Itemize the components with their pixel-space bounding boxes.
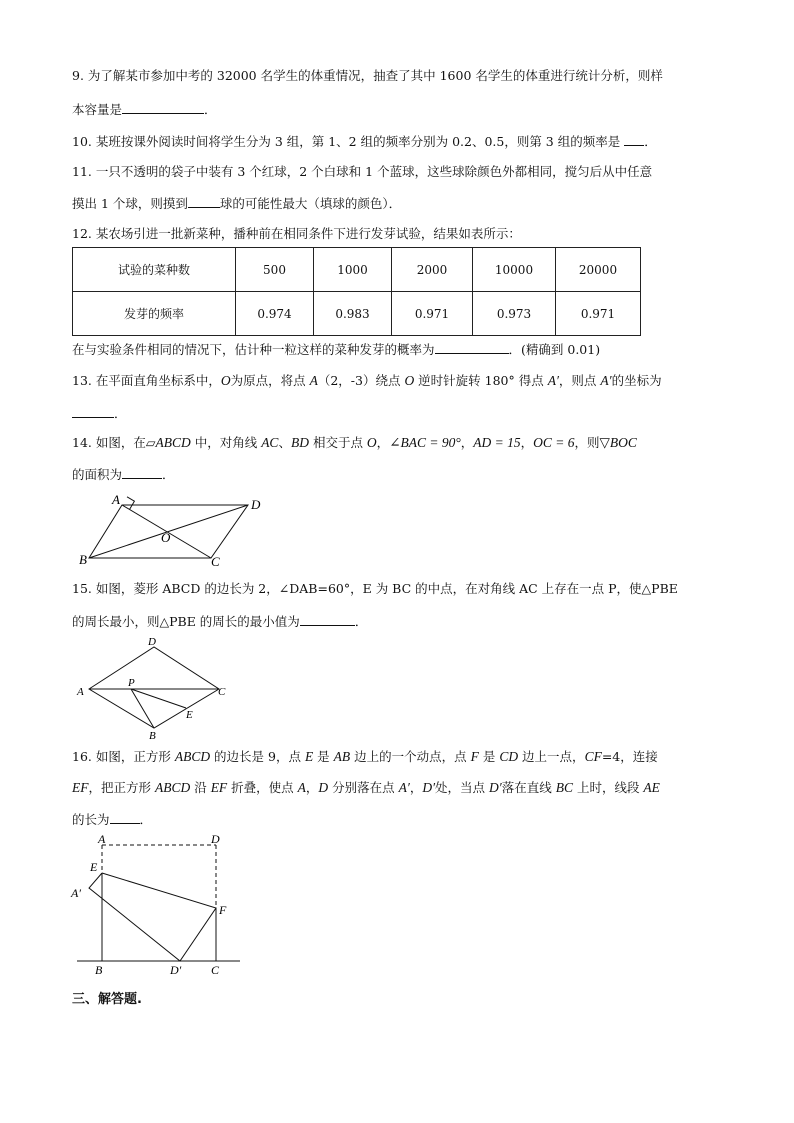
- folded-quadrilateral: [89, 873, 216, 961]
- table-cell: 0.971: [392, 292, 473, 336]
- q13-line1: 13. 在平面直角坐标系中，O为原点，将点 A（2，-3）绕点 O 逆时针旋转 180° 得点 A′，则点 A′的坐标为: [72, 373, 662, 388]
- q14-answer-blank[interactable]: [122, 465, 162, 479]
- table-cell: 500: [236, 248, 314, 292]
- q16-answer-blank[interactable]: [110, 810, 140, 824]
- label-p: P: [128, 677, 135, 689]
- segment-pe: [131, 689, 186, 708]
- table-cell: 20000: [556, 248, 641, 292]
- q9-answer-blank[interactable]: [122, 100, 204, 114]
- label-d-prime: D′: [170, 963, 182, 977]
- table-cell: 10000: [473, 248, 556, 292]
- label-e: E: [186, 709, 193, 721]
- table-row: [73, 248, 641, 292]
- label-a: A: [112, 492, 120, 507]
- table-cell: 0.983: [314, 292, 392, 336]
- q11-line2: 摸出 1 个球，则摸到 球的可能性最大（填球的颜色）．: [72, 196, 402, 211]
- q13-answer-blank[interactable]: [72, 404, 114, 418]
- q14-line2: 的面积为 ．: [72, 467, 175, 482]
- q10-line: 10. 某班按课外阅读时间将学生分为 3 组，第 1、2 组的频率分别为 0.2、0.5，则第 3 组的频率是 ．: [72, 134, 657, 149]
- label-a: A: [98, 832, 106, 846]
- label-f: F: [219, 903, 227, 917]
- label-a: A: [77, 686, 84, 698]
- q14-parallelogram-figure: [76, 492, 266, 568]
- q16-square-fold-figure: [70, 830, 250, 978]
- label-d: D: [251, 497, 261, 512]
- label-b: B: [149, 730, 156, 742]
- q16-line1: 16. 如图，正方形 ABCD 的边长是 9，点 E 是 AB 边上的一个动点，点 F 是 CD 边上一点，CF=4，连接: [72, 749, 658, 764]
- q11-line1: 11. 一只不透明的袋子中装有 3 个红球，2 个白球和 1 个蓝球，这些球除颜色外都相同，搅匀后从中任意: [72, 164, 653, 179]
- label-d: D: [211, 832, 220, 846]
- q11-answer-blank[interactable]: [188, 194, 220, 208]
- label-a-prime: A′: [71, 886, 81, 900]
- table-cell: 0.974: [236, 292, 314, 336]
- q14-line1: 14. 如图，在▱ABCD 中，对角线 AC、BD 相交于点 O，∠BAC = 90°，AD = 15，OC = 6，则▽BOC: [72, 435, 637, 450]
- q12-intro: 12. 某农场引进一批新菜种，播种前在相同条件下进行发芽试验，结果如表所示：: [72, 226, 521, 241]
- label-c: C: [211, 963, 220, 977]
- right-angle-mark: [127, 497, 134, 510]
- q9-line1: 9. 为了解某市参加中考的 32000 名学生的体重情况，抽查了其中 1600 名学生的体重进行统计分析，则样: [72, 68, 663, 83]
- q9-line2: 本容量是 ．: [72, 102, 217, 117]
- label-c: C: [218, 686, 226, 698]
- table-cell: 0.973: [473, 292, 556, 336]
- label-c: C: [211, 554, 220, 568]
- q16-line3: 的长为 ．: [72, 812, 153, 827]
- table-cell: 1000: [314, 248, 392, 292]
- q15-line1: 15. 如图，菱形 ABCD 的边长为 2，∠DAB=60°，E 为 BC 的中点，在对角线 AC 上存在一点 P，使△PBE: [72, 581, 678, 596]
- table-cell: 0.971: [556, 292, 641, 336]
- q13-line2: ．: [72, 404, 127, 423]
- q10-answer-blank[interactable]: [624, 132, 644, 146]
- rhombus-abcd: [89, 647, 219, 728]
- segment-pb: [131, 689, 154, 728]
- label-o: O: [161, 530, 171, 545]
- q16-line2: EF，把正方形 ABCD 沿 EF 折叠，使点 A，D 分别落在点 A′，D′处，当点 D′落在直线 BC 上时，线段 AE: [72, 780, 660, 795]
- label-b: B: [95, 963, 103, 977]
- q15-answer-blank[interactable]: [300, 612, 355, 626]
- q15-rhombus-figure: [74, 632, 234, 742]
- label-e: E: [90, 860, 98, 874]
- table-cell: 2000: [392, 248, 473, 292]
- label-d: D: [148, 636, 156, 648]
- table-header-cell: 试验的菜种数: [73, 248, 236, 292]
- table-row: [73, 292, 641, 336]
- label-b: B: [79, 552, 87, 567]
- q12-answer-blank[interactable]: [435, 340, 509, 354]
- section-heading: 三、解答题.: [72, 992, 142, 1007]
- q12-after: 在与实验条件相同的情况下，估计种一粒这样的菜种发芽的概率为 ．(精确到 0.01): [72, 342, 601, 357]
- germination-table: [72, 247, 641, 336]
- q15-line2: 的周长最小，则△PBE 的周长的最小值为 ．: [72, 614, 368, 629]
- table-header-cell: 发芽的频率: [73, 292, 236, 336]
